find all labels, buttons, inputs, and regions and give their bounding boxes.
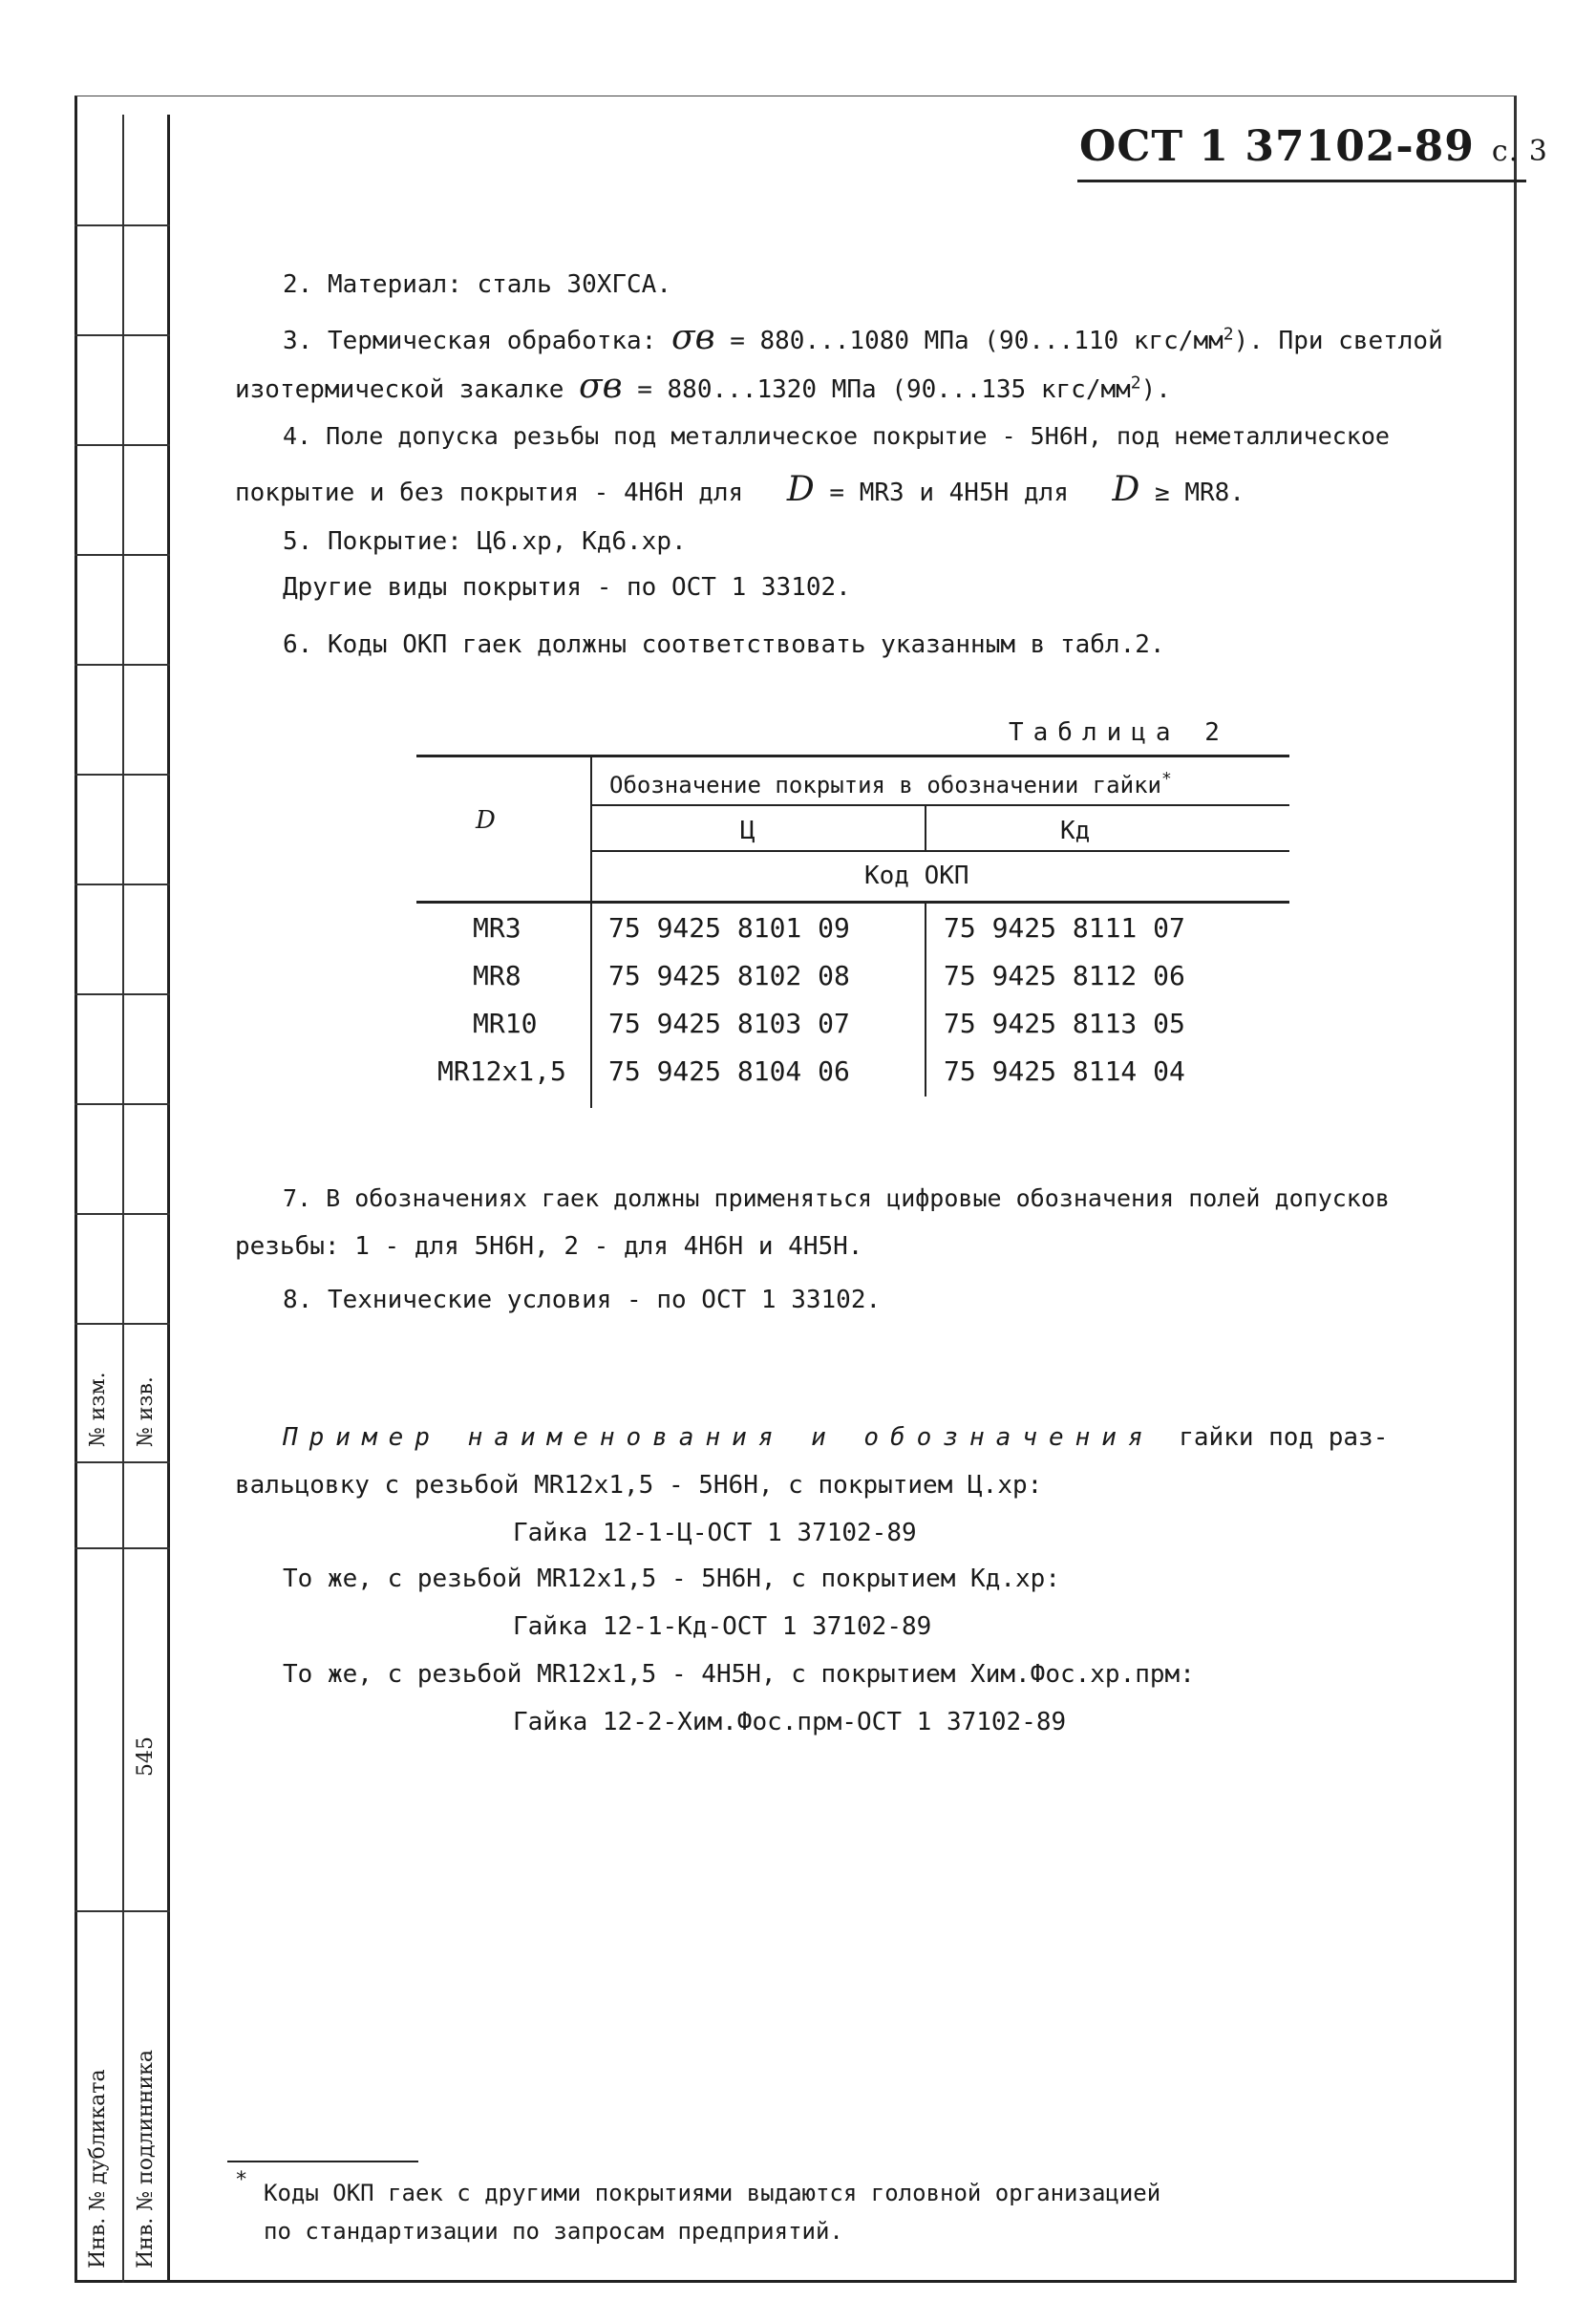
stub-divider (74, 774, 170, 776)
table-caption: Таблица 2 (1009, 718, 1229, 747)
text: изотермической закалке (235, 375, 564, 404)
stub-divider (74, 1461, 170, 1463)
text: ). (1140, 375, 1171, 404)
table-row-mr3-c: 75 9425 8101 09 (608, 912, 850, 944)
stub-label-izv: № изв. (134, 1376, 158, 1447)
paragraph-coating-other: Другие виды покрытия - по ОСТ 1 33102. (283, 573, 851, 602)
stub-inv-number: 545 (134, 1736, 158, 1777)
stub-label-inv-dub: Инв. № дубликата (86, 2069, 110, 2268)
table-row-mr10-d: MR10 (473, 1008, 538, 1039)
table-sub-c: Ц (740, 817, 755, 845)
text: гайки под раз- (1179, 1423, 1389, 1452)
footnote-mark: * (1160, 769, 1172, 789)
table-row-mr12-c: 75 9425 8104 06 (608, 1055, 850, 1087)
example-title-line (283, 1423, 1388, 1452)
page-header (1079, 122, 1548, 171)
table-row-mr10-kd: 75 9425 8113 05 (944, 1008, 1185, 1039)
text: покрытие и без покрытия - 4Н6Н для (235, 479, 744, 507)
stub-divider (74, 1213, 170, 1215)
text: = 880...1080 МПа (90...110 кгс/мм (730, 327, 1224, 355)
table-col-divider (590, 755, 592, 1108)
d-symbol: D (1112, 470, 1140, 509)
paragraph-material: 2. Материал: сталь 30ХГСА. (283, 270, 671, 299)
stub-divider (74, 334, 170, 336)
text: = MR3 и 4Н5Н для (829, 479, 1069, 507)
stub-divider (74, 554, 170, 556)
table-row-mr10-c: 75 9425 8103 07 (608, 1008, 850, 1039)
exponent: 2 (1223, 324, 1234, 345)
table-code-header: Код ОКП (864, 862, 969, 890)
stub-divider (74, 1323, 170, 1325)
sigma-symbol: σв (579, 367, 623, 406)
stub-divider (74, 993, 170, 995)
table-sub-kd: Кд (1060, 817, 1091, 845)
paragraph-tolerance: 4. Поле допуска резьбы под металлическое покрытие - 5Н6Н, под неметаллическое (283, 422, 1390, 450)
example-designation-3: Гайка 12-2-Хим.Фос.прм-ОСТ 1 37102-89 (513, 1708, 1067, 1736)
stub-divider (74, 884, 170, 885)
example-line2: вальцовку с резьбой MR12x1,5 - 5Н6Н, с покрытием Ц.хр: (235, 1471, 1043, 1500)
header-underline (1077, 180, 1526, 182)
d-symbol: D (786, 470, 815, 509)
stub-divider (74, 1103, 170, 1105)
example-designation-2: Гайка 12-1-Кд-ОСТ 1 37102-89 (513, 1612, 932, 1641)
stub-divider (74, 1910, 170, 1912)
standard-designation: ОСТ 1 37102-89 (1079, 122, 1475, 171)
table-row-mr12-kd: 75 9425 8114 04 (944, 1055, 1185, 1087)
table-col-d: D (476, 806, 496, 835)
text: ≥ MR8. (1155, 479, 1245, 507)
paragraph-heat-treatment (283, 318, 1443, 357)
exponent: 2 (1130, 373, 1141, 394)
text: 3. Термическая обработка: (283, 327, 657, 355)
table-row-mr8-d: MR8 (473, 960, 521, 991)
stub-divider (74, 1547, 170, 1549)
text: = 880...1320 МПа (90...135 кгс/мм (637, 375, 1131, 404)
table-row-mr3-d: MR3 (473, 912, 521, 944)
paragraph-okp-codes: 6. Коды ОКП гаек должны соответствовать указанным в табл.2. (283, 630, 1165, 659)
footnote-line1: Коды ОКП гаек с другими покрытиями выдаются головной организацией (264, 2180, 1161, 2206)
table-col-divider (925, 901, 926, 1097)
stub-divider (74, 224, 170, 226)
sigma-symbol: σв (671, 318, 715, 357)
footnote-line2: по стандартизации по запросам предприятий. (264, 2218, 843, 2245)
footnote-mark: * (235, 2168, 248, 2192)
paragraph-designations-line2: резьбы: 1 - для 5Н6Н, 2 - для 4Н6Н и 4Н5Н. (235, 1232, 863, 1261)
table-row-mr8-kd: 75 9425 8112 06 (944, 960, 1185, 991)
stub-label-inv-podl: Инв. № подлинника (134, 2050, 158, 2268)
table-rule (590, 850, 1289, 852)
left-stub-column-2 (124, 115, 170, 2283)
table-rule (590, 804, 1289, 806)
paragraph-tolerance-line2 (235, 470, 1245, 509)
stub-label-izm: № изм. (86, 1372, 110, 1447)
text: ). При светлой (1233, 327, 1443, 355)
table-row-mr8-c: 75 9425 8102 08 (608, 960, 850, 991)
table-header-rule (416, 901, 1289, 904)
stub-divider (74, 664, 170, 666)
paragraph-coating: 5. Покрытие: Ц6.хр, Кд6.хр. (283, 527, 687, 556)
page-number: с. 3 (1491, 135, 1548, 168)
stub-divider (74, 444, 170, 446)
example-line4: То же, с резьбой MR12x1,5 - 4Н5Н, с покрытием Хим.Фос.хр.прм: (283, 1660, 1195, 1689)
example-line3: То же, с резьбой MR12x1,5 - 5Н6Н, с покрытием Кд.хр: (283, 1565, 1060, 1593)
table-col-divider (925, 804, 926, 850)
table-top-rule (416, 755, 1289, 757)
example-designation-1: Гайка 12-1-Ц-ОСТ 1 37102-89 (513, 1519, 917, 1547)
left-stub-column-1 (74, 115, 124, 2283)
paragraph-designations: 7. В обозначениях гаек должны применяться цифровые обозначения полей допусков (283, 1184, 1390, 1212)
table-row-mr3-kd: 75 9425 8111 07 (944, 912, 1185, 944)
footnote-rule (227, 2161, 418, 2162)
text: Обозначение покрытия в обозначении гайки (609, 772, 1161, 799)
paragraph-tech-conditions: 8. Технические условия - по ОСТ 1 33102. (283, 1286, 882, 1314)
paragraph-heat-treatment-line2 (235, 367, 1171, 406)
example-title: Пример наименования и обозначения (283, 1423, 1155, 1452)
table-group-header (609, 769, 1172, 799)
table-row-mr12-d: MR12x1,5 (437, 1055, 566, 1087)
